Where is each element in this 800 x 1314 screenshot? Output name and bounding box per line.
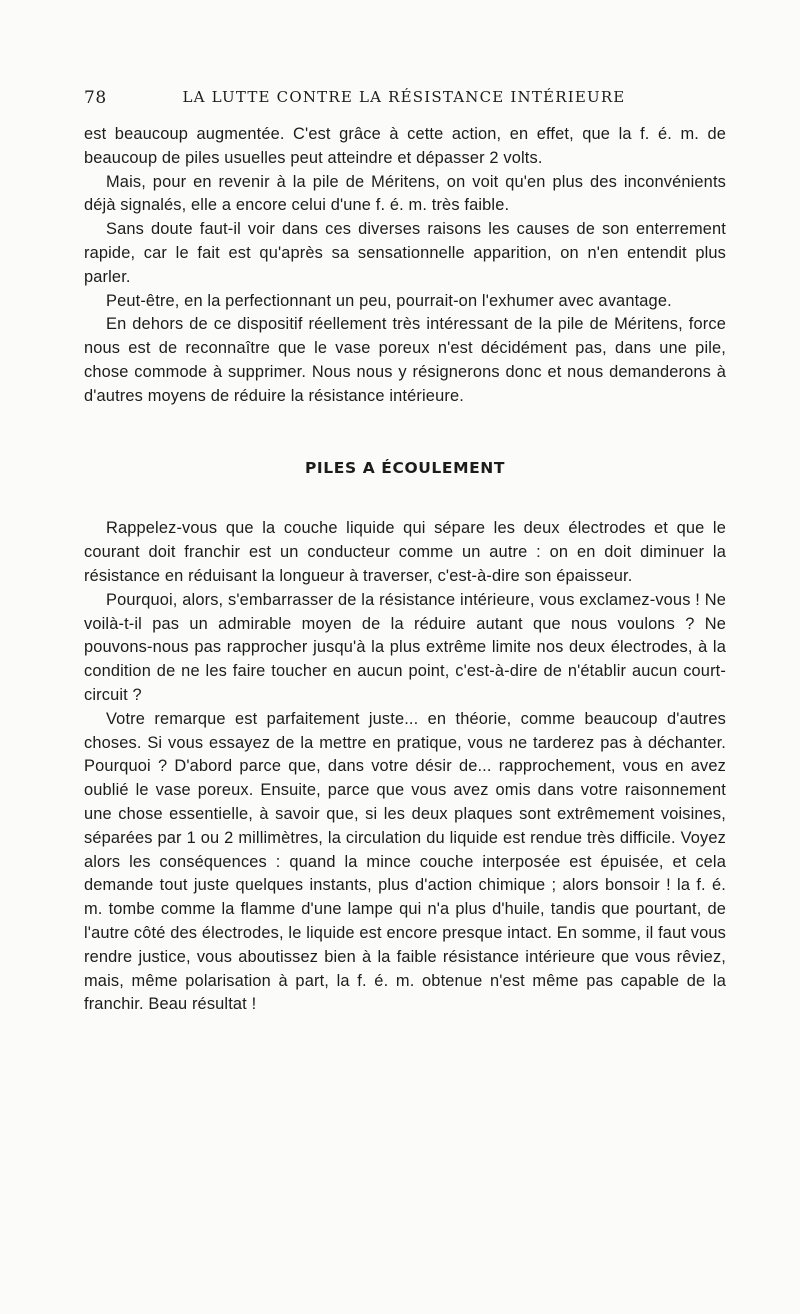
page-number: 78 [84, 88, 107, 108]
running-title: LA LUTTE CONTRE LA RÉSISTANCE INTÉRIEURE [182, 88, 626, 106]
body-text [84, 123, 726, 1017]
paragraph: Peut-être, en la perfectionnant un peu, pourrait-on l'exhumer avec avantage. [106, 291, 672, 310]
page-header [84, 88, 724, 118]
paragraph: En dehors de ce dispositif réellement très intéressant de la pile de Méritens, force nous est de reconnaître que le vase poreux n'est décidément pas, dans une pile, chose commode à supprimer. Nous nous y résignerons donc et nous demanderons à d'autres moyens de réduire la résistance intérieure. [84, 315, 726, 405]
paragraph: Mais, pour en revenir à la pile de Méritens, on voit qu'en plus des inconvénients déjà signalés, elle a encore celui d'une f. é. m. très faible. [84, 172, 726, 215]
paragraph: Votre remarque est parfaitement juste... en théorie, comme beaucoup d'autres choses. Si vous essayez de la mettre en pratique, vous ne tarderez pas à déchanter. Pourquoi ? D'abord parce que, dans votre désir de... rapprochement, vous en avez oublié le vase poreux. Ensuite, parce que vous avez omis dans votre raisonnement une chose essentielle, à savoir que, si les deux plaques sont extrêmement voisines, séparées par 1 ou 2 millimètres, la circulation du liquide est rendue très difficile. Voyez alors les conséquences : quand la mince couche interposée est épuisée, et cela demande tout juste quelques instants, plus d'action chimique ; alors bonsoir ! la f. é. m. tombe comme la flamme d'une lampe qui n'a plus d'huile, tandis que pourtant, de l'autre côté des électrodes, le liquide est encore presque intact. En somme, il faut vous rendre justice, vous aboutissez bien à la faible résistance intérieure que vous rêviez, mais, même polarisation à part, la f. é. m. obtenue n'est même pas capable de la franchir. Beau résultat ! [84, 709, 726, 1014]
paragraph: Pourquoi, alors, s'embarrasser de la résistance intérieure, vous exclamez-vous ! Ne voilà-t-il pas un admirable moyen de la réduire autant que nous voulons ? Ne pouvons-nous pas rapprocher jusqu'à la plus extrême limite nos deux électrodes, à la condition de ne les faire toucher en aucun point, c'est-à-dire de n'établir aucun court-circuit ? [84, 590, 726, 704]
paragraph: Sans doute faut-il voir dans ces diverses raisons les causes de son enterrement rapide, car le fait est qu'après sa sensationnelle apparition, on n'en entendit plus parler. [84, 220, 726, 286]
paragraph: est beaucoup augmentée. C'est grâce à cette action, en effet, que la f. é. m. de beaucoup de piles usuelles peut atteindre et dépasser 2 volts. [84, 125, 726, 167]
section-heading: PILES A ÉCOULEMENT [304, 458, 506, 477]
paragraph: Rappelez-vous que la couche liquide qui sépare les deux électrodes et que le courant doit franchir est un conducteur comme un autre : on en doit diminuer la résistance en réduisant la longueur à traverser, c'est-à-dire son épaisseur. [84, 519, 726, 585]
